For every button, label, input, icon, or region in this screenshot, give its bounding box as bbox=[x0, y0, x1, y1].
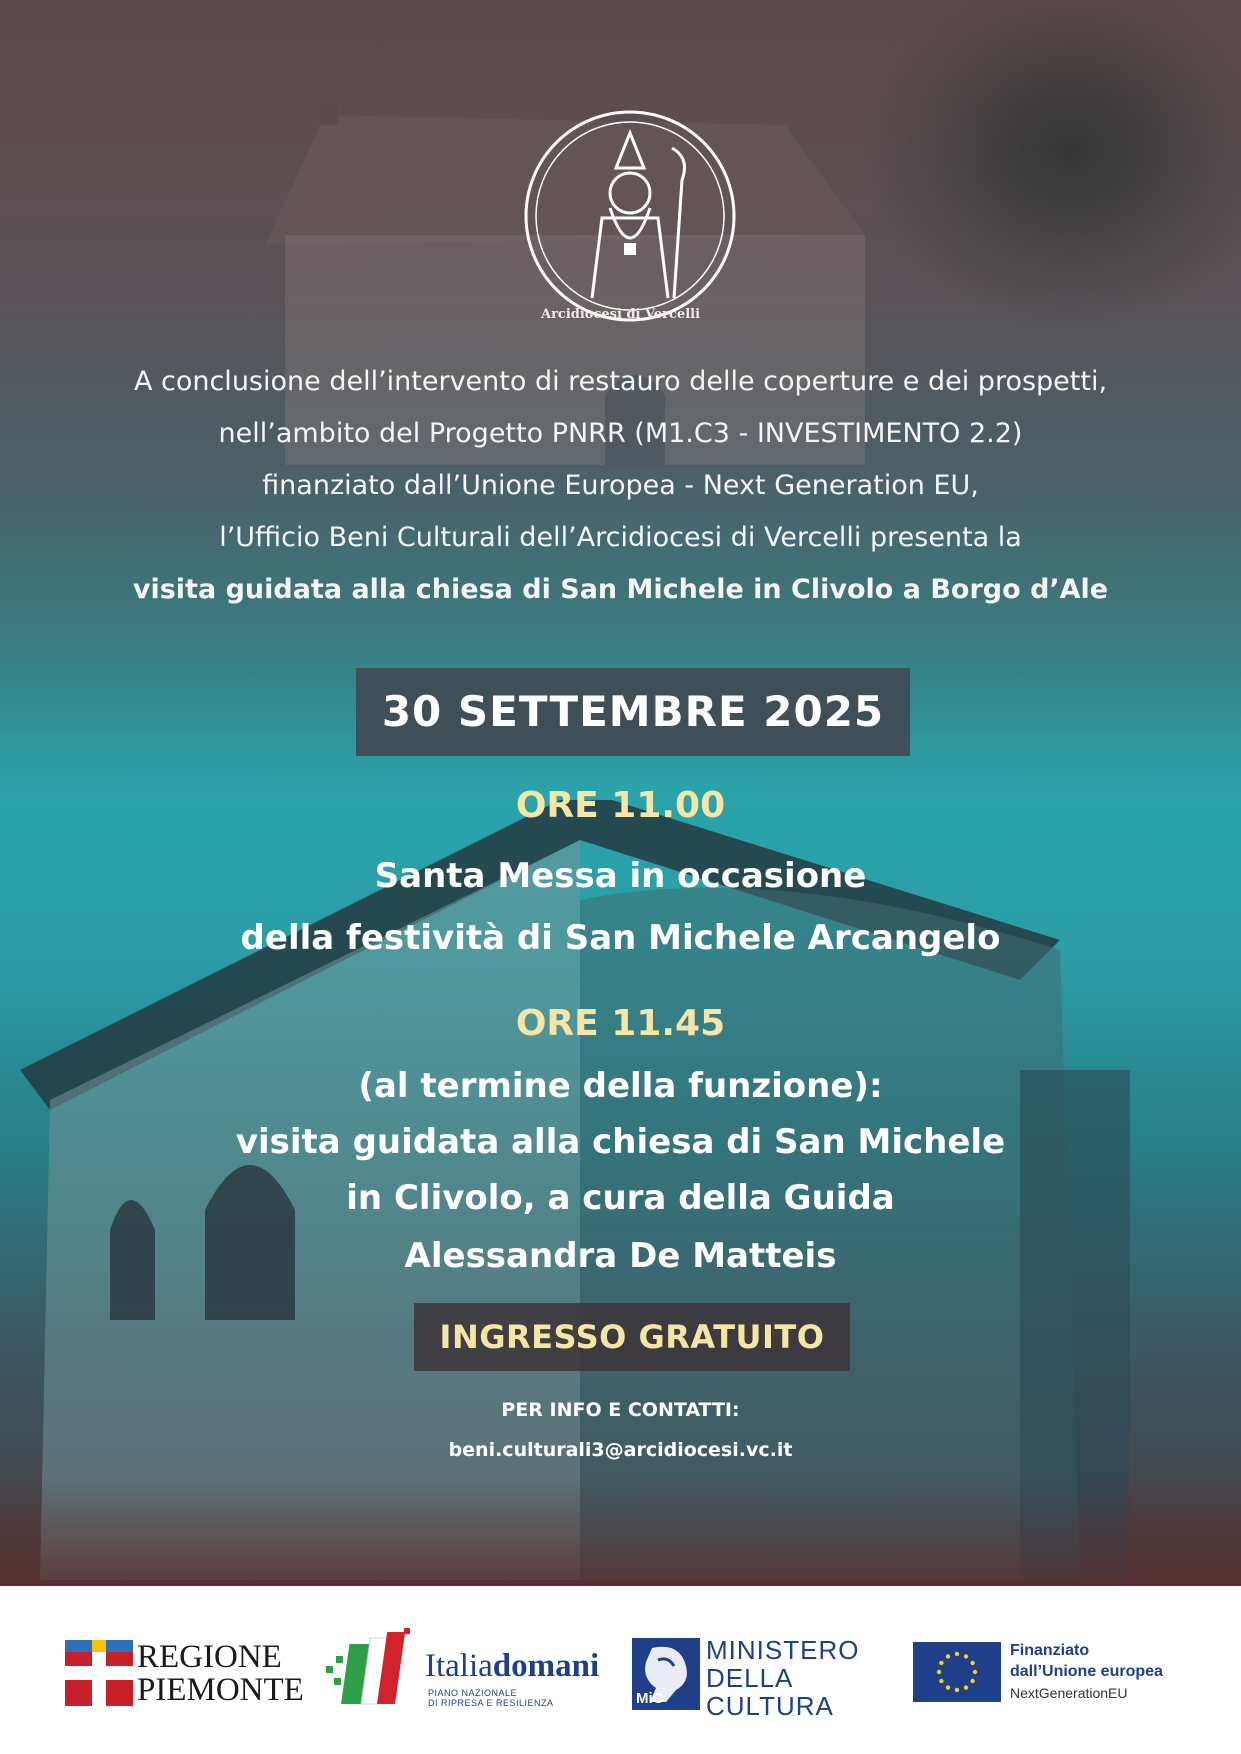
schedule-time-1: ORE 11.00 bbox=[515, 785, 726, 826]
diocese-seal-logo bbox=[522, 108, 738, 324]
contact-info bbox=[0, 1390, 1241, 1470]
intro-line: A conclusione dell’intervento di restauro delle coperture e dei prospetti, bbox=[133, 366, 1108, 397]
ministero-cultura-logo bbox=[632, 1635, 860, 1721]
eu-line-2: dall’Unione europea bbox=[1010, 1663, 1163, 1680]
eu-flag-icon bbox=[913, 1642, 1001, 1702]
archdiocese-name: Arcidiocesi di Vercelli bbox=[540, 307, 701, 322]
piemonte-shield-icon bbox=[65, 1640, 133, 1706]
domani-text: domani bbox=[492, 1648, 600, 1684]
regione-line: REGIONE bbox=[137, 1639, 282, 1675]
tree-silhouette bbox=[861, 0, 1241, 330]
eu-funding-logo bbox=[913, 1642, 1193, 1712]
schedule-description-2 bbox=[0, 1058, 1241, 1286]
schedule-description-1 bbox=[0, 845, 1241, 969]
italia-text: Italia bbox=[425, 1648, 493, 1684]
intro-line: nell’ambito del Progetto PNRR (M1.C3 - INVESTIMENTO 2.2) bbox=[218, 418, 1023, 449]
footer-logos bbox=[0, 1586, 1241, 1754]
free-admission-badge: INGRESSO GRATUITO bbox=[414, 1303, 850, 1371]
piemonte-line: PIEMONTE bbox=[137, 1672, 304, 1708]
schedule-time-2: ORE 11.45 bbox=[515, 1003, 726, 1044]
intro-line: finanziato dall’Unione Europea - Next Generation EU, bbox=[262, 470, 979, 501]
italia-domani-subtitle-2: DI RIPRESA E RESILIENZA bbox=[428, 1698, 554, 1708]
schedule-line: Alessandra De Matteis bbox=[404, 1236, 837, 1276]
event-date: 30 SETTEMBRE 2025 bbox=[356, 668, 910, 756]
ground-foliage bbox=[0, 1476, 1241, 1586]
ministero-line: MINISTERO bbox=[706, 1635, 860, 1665]
della-line: DELLA bbox=[706, 1663, 794, 1693]
eu-line-1: Finanziato bbox=[1010, 1642, 1090, 1659]
contact-email[interactable]: beni.culturali3@arcidiocesi.vc.it bbox=[448, 1439, 793, 1461]
regione-piemonte-logo bbox=[65, 1638, 304, 1708]
italia-domani-mark-icon bbox=[322, 1626, 417, 1716]
schedule-line: visita guidata alla chiesa di San Michele bbox=[235, 1122, 1006, 1162]
italia-domani-subtitle-1: PIANO NAZIONALE bbox=[428, 1688, 518, 1698]
contact-label: PER INFO E CONTATTI: bbox=[501, 1399, 740, 1421]
schedule-line: della festività di San Michele Arcangelo bbox=[240, 918, 1001, 958]
mic-badge: MiC bbox=[636, 1690, 664, 1707]
intro-text bbox=[0, 356, 1241, 616]
intro-line: l’Ufficio Beni Culturali dell’Arcidiocesi di Vercelli presenta la bbox=[219, 522, 1022, 553]
italia-domani-logo bbox=[322, 1626, 612, 1716]
schedule-line: in Clivolo, a cura della Guida bbox=[346, 1178, 895, 1218]
intro-highlight: visita guidata alla chiesa di San Michele in Clivolo a Borgo d’Ale bbox=[132, 574, 1109, 605]
cultura-line: CULTURA bbox=[706, 1691, 834, 1721]
schedule-line: (al termine della funzione): bbox=[358, 1066, 883, 1106]
italia-domani-name bbox=[425, 1648, 599, 1685]
schedule-line: Santa Messa in occasione bbox=[374, 856, 867, 896]
eu-line-3: NextGenerationEU bbox=[1010, 1685, 1128, 1701]
